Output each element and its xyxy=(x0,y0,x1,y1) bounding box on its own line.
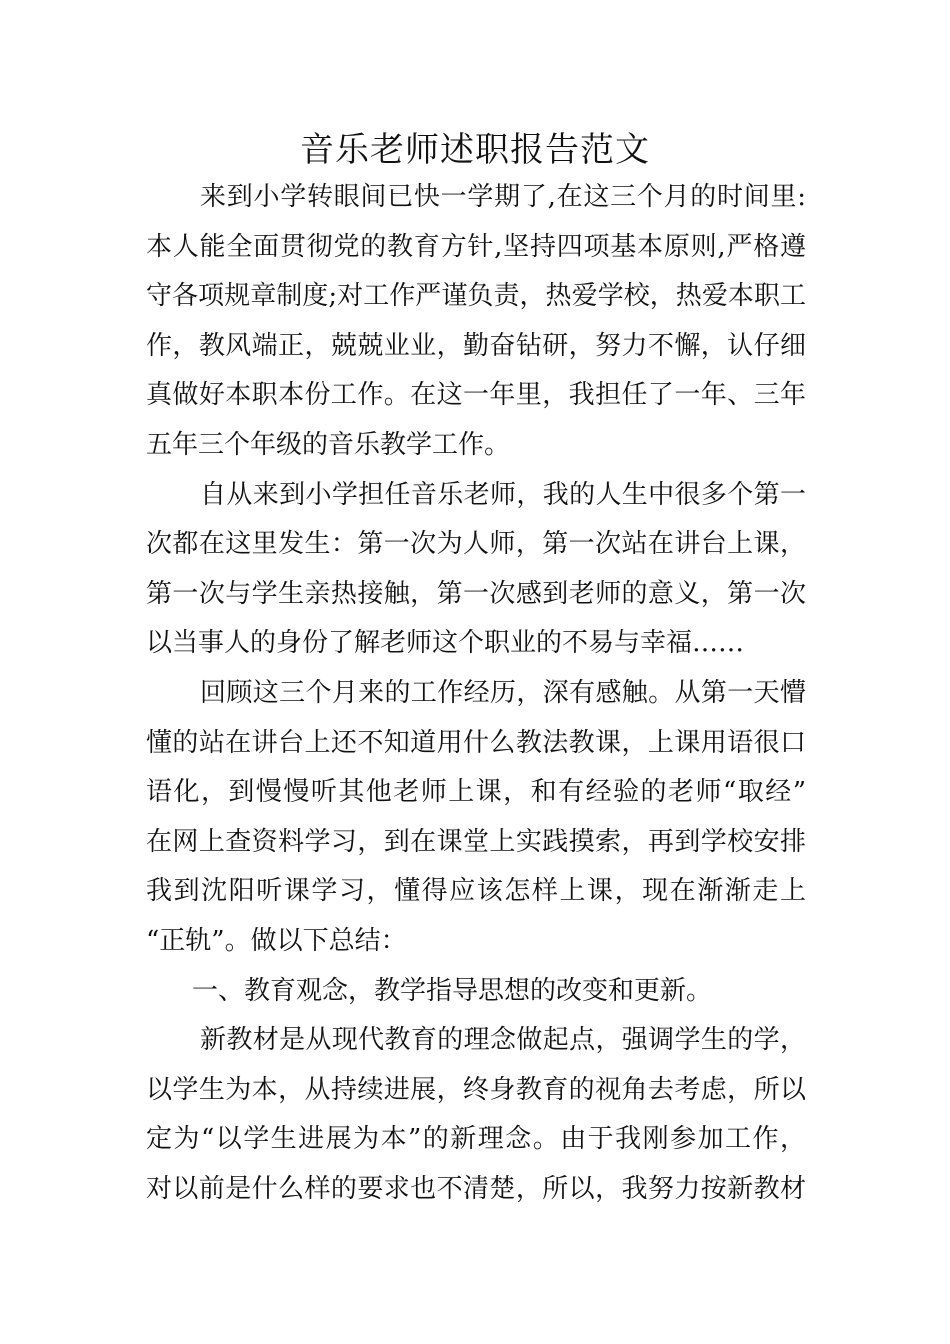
text-line: 懂的站在讲台上还不知道用什么教法教课，上课用语很口 xyxy=(146,727,806,758)
text-line: 次都在这里发生：第一次为人师，第一次站在讲台上课， xyxy=(146,529,806,560)
document-body xyxy=(146,173,806,1214)
text-line: “正轨”。做以下总结： xyxy=(146,925,407,956)
text-line: 回顾这三个月来的工作经历，深有感触。从第一天懵 xyxy=(200,677,806,708)
text-line: 我到沈阳听课学习，懂得应该怎样上课，现在渐渐走上 xyxy=(146,876,806,907)
text-line: 以学生为本，从持续进展，终身教育的视角去考虑，所以 xyxy=(146,1074,806,1105)
text-line: 在网上查资料学习，到在课堂上实践摸索，再到学校安排 xyxy=(146,826,806,857)
text-line: 语化，到慢慢听其他老师上课，和有经验的老师“取经” xyxy=(146,777,806,808)
text-line: 守各项规章制度;对工作严谨负责，热爱学校，热爱本职工 xyxy=(146,281,806,312)
text-line: 第一次与学生亲热接触，第一次感到老师的意义，第一次 xyxy=(146,578,806,609)
text-line: 作，教风端正，兢兢业业，勤奋钻研，努力不懈，认仔细 xyxy=(146,330,806,361)
text-line: 本人能全面贯彻党的教育方针,坚持四项基本原则,严格遵 xyxy=(146,231,806,262)
text-line: 来到小学转眼间已快一学期了,在这三个月的时间里: xyxy=(200,182,806,212)
text-line: 自从来到小学担任音乐老师，我的人生中很多个第一 xyxy=(200,479,806,510)
document-title: 音乐老师述职报告范文 xyxy=(300,130,650,170)
text-line: 定为“以学生进展为本”的新理念。由于我刚参加工作， xyxy=(146,1124,806,1155)
text-line: 对以前是什么样的要求也不清楚，所以，我努力按新教材 xyxy=(146,1173,806,1204)
text-line: 真做好本职本份工作。在这一年里，我担任了一年、三年 xyxy=(146,380,806,411)
text-line: 五年三个年级的音乐教学工作。 xyxy=(146,429,511,460)
text-line: 新教材是从现代教育的理念做起点，强调学生的学， xyxy=(200,1025,806,1056)
text-line: 一、教育观念，教学指导思想的改变和更新。 xyxy=(192,975,713,1006)
text-line: 以当事人的身份了解老师这个职业的不易与幸福…… xyxy=(146,628,745,659)
